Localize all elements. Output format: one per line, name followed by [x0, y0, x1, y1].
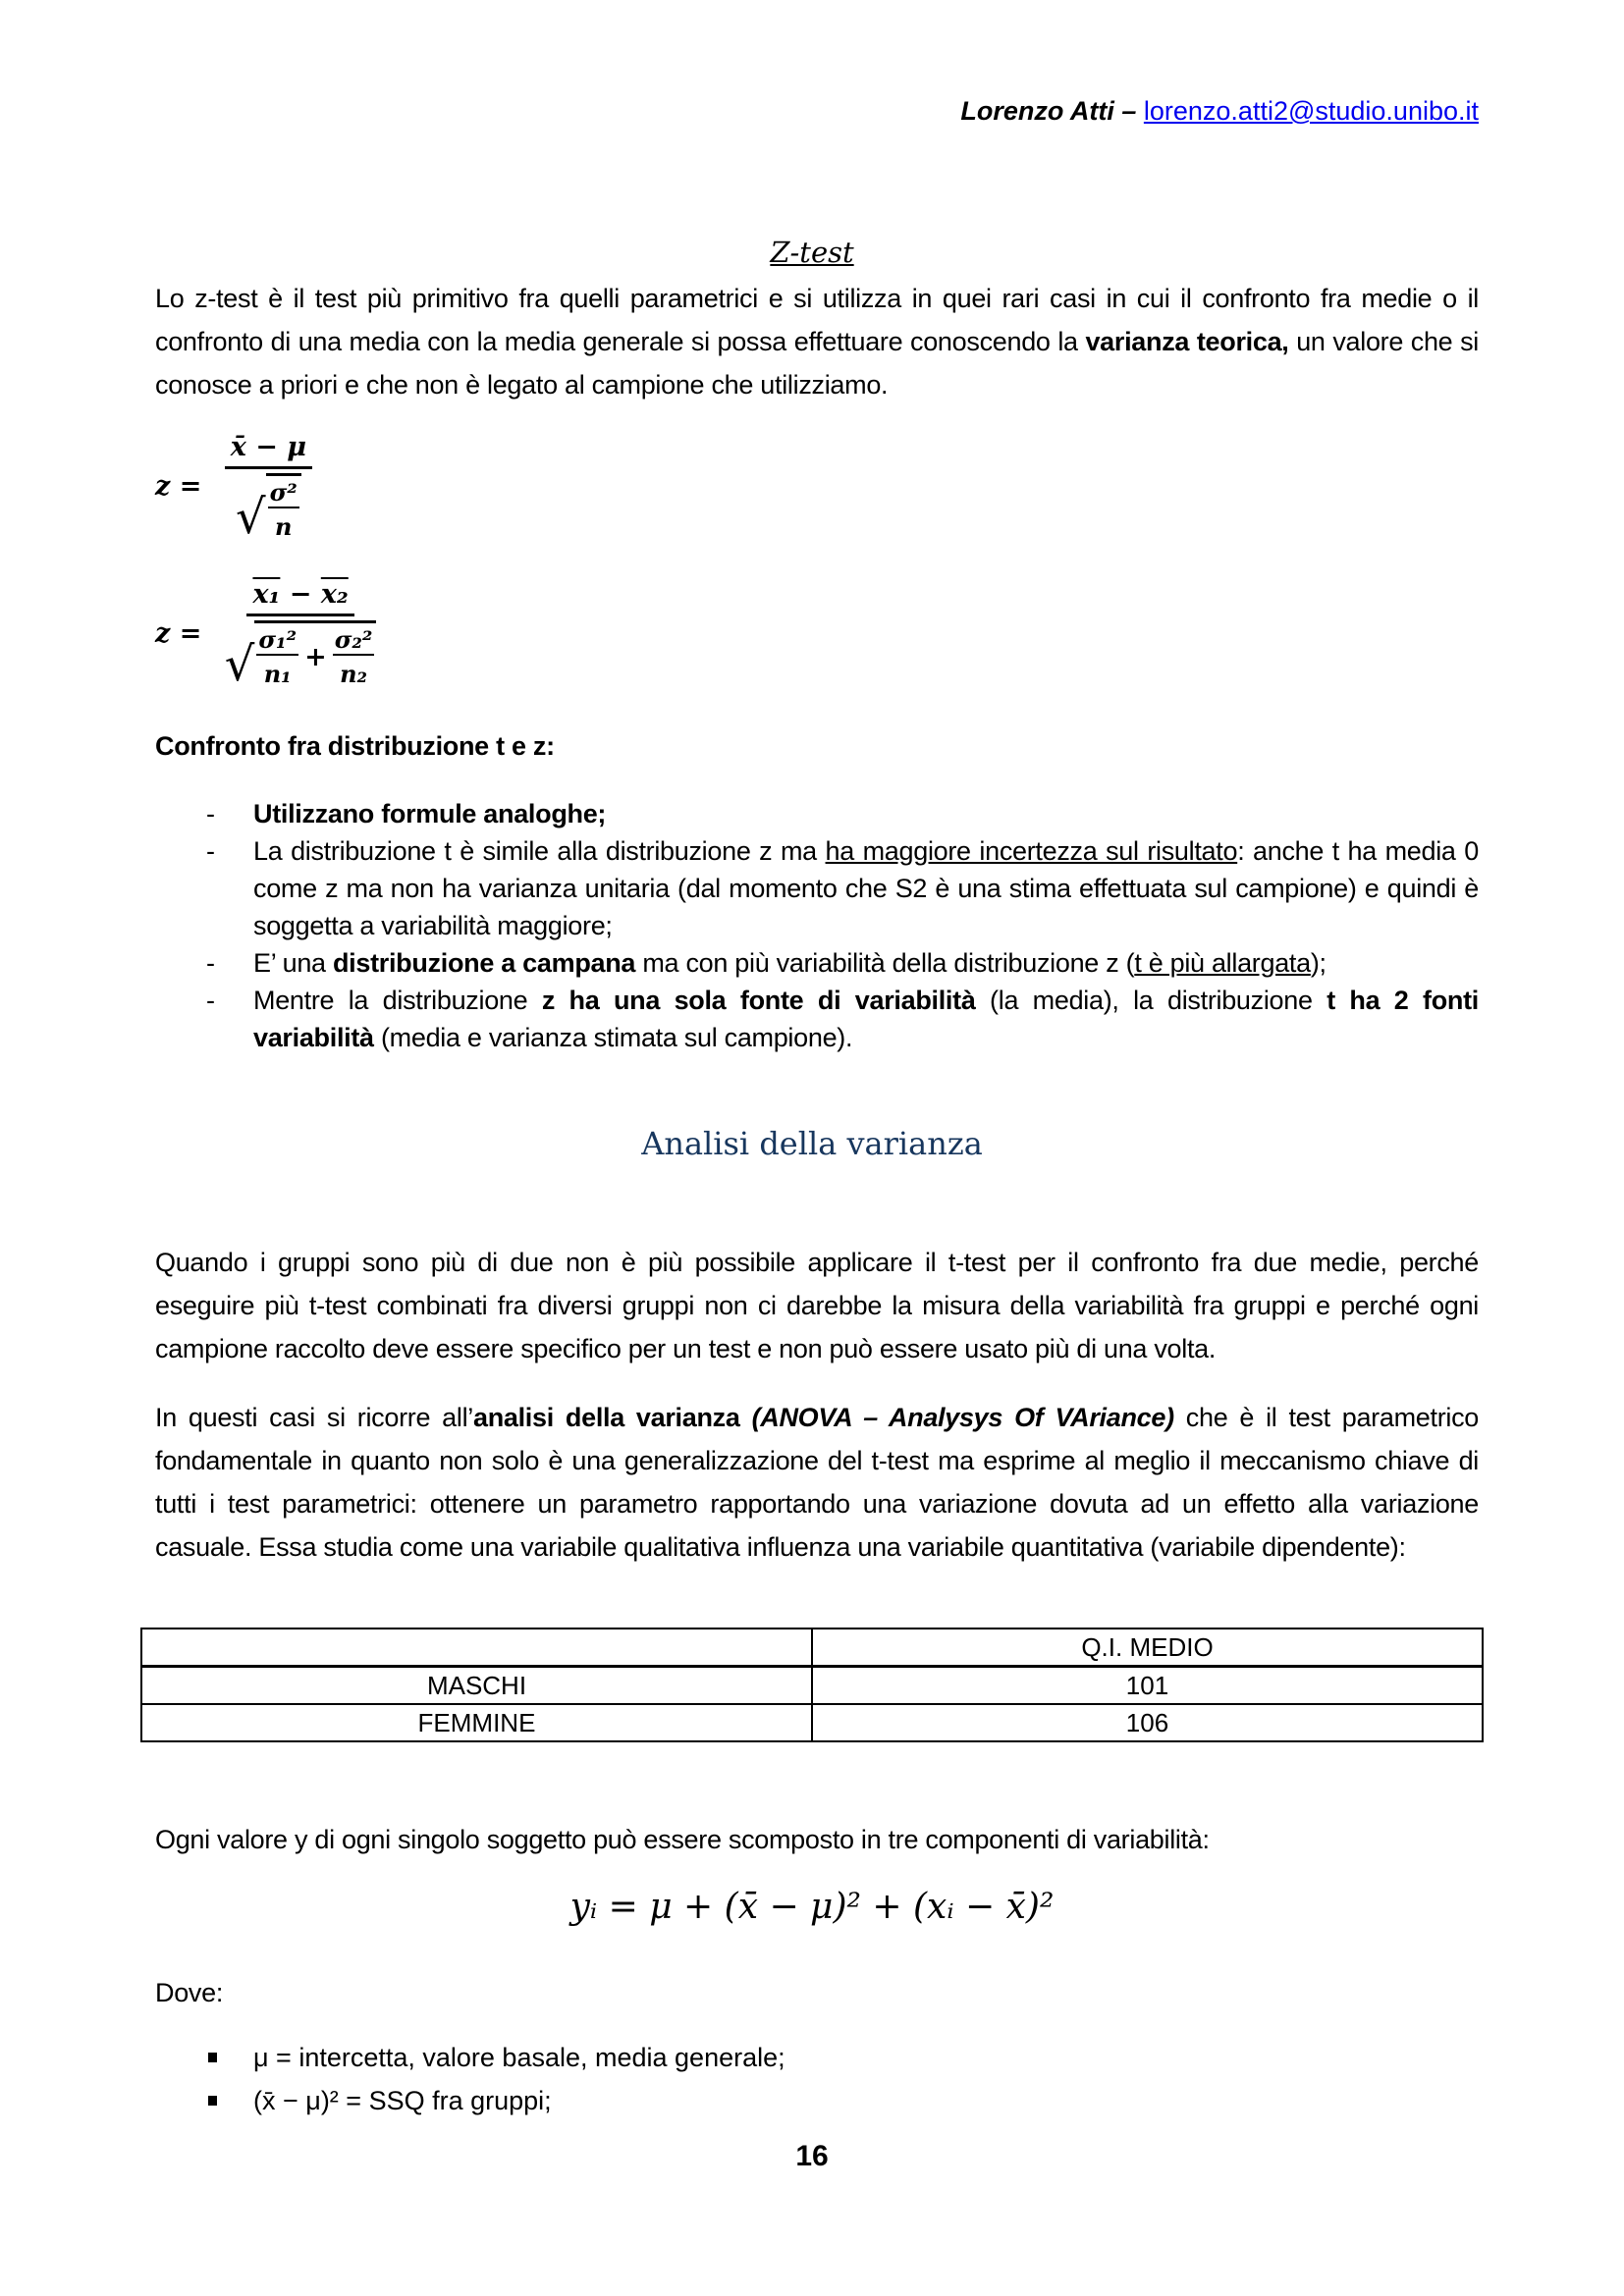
list-item — [155, 832, 1479, 944]
formula2-plus: + — [304, 641, 327, 672]
table-header-cell — [141, 1629, 812, 1667]
formula-z-two-means — [155, 579, 376, 692]
formula1-sigma-squared: σ² — [269, 478, 298, 507]
para2-anova-acronym: (ANOVA – Analysys Of VAriance) — [739, 1403, 1174, 1432]
para2-text: che è il test parametrico fondamentale in quanto non solo è una generalizzazione del t-test ma esprime al meglio il meccanismo chiave di tutti i test parametrici: ottenere un parametro rapportando una variazione dovuta ad un effetto alla variazione casuale. Essa studia come una variabile qualitativa influenza una variabile quantitativa (variabile dipendente): — [155, 1403, 1480, 1562]
item-bold-text: distribuzione a campana — [332, 948, 636, 978]
formula2-n2: n₂ — [340, 660, 368, 688]
item-text: (media e varianza stimata sul campione). — [373, 1023, 853, 1052]
list-item — [155, 944, 1479, 982]
table-row — [141, 1704, 1483, 1741]
where-label: Dove: — [155, 1978, 224, 2007]
table-cell-group: MASCHI — [141, 1667, 812, 1705]
item-bold-text: z ha una sola fonte di variabilità — [541, 986, 976, 1015]
formula2-sigma1-squared: σ₁² — [258, 625, 298, 654]
anova-paragraph-1: Quando i gruppi sono più di due non è più possibile applicare il t-test per il confronto fra due medie, perché eseguire più t-test combinati fra diversi gruppi non ci darebbe la misura della variabilità fra gruppi e perché ogni campione raccolto deve essere specifico per un test e non può essere usato più di una volta. — [155, 1248, 1479, 1363]
formula1-denominator — [236, 469, 301, 545]
intro-text-2: un valore che si conosce a priori e che non è legato al campione che utilizziamo. — [155, 327, 1479, 400]
formula-z-single-mean — [155, 432, 312, 545]
decomposition-intro — [155, 1818, 1479, 1861]
item-text: Mentre la distribuzione — [253, 986, 542, 1015]
table-header-cell: Q.I. MEDIO — [812, 1629, 1483, 1667]
dash-bullet: - — [206, 799, 215, 828]
anova-paragraph-2 — [155, 1396, 1479, 1569]
ztest-intro-paragraph — [155, 277, 1479, 406]
author-email-link[interactable]: lorenzo.atti2@studio.unibo.it — [1143, 96, 1479, 126]
formula2-numerator — [246, 579, 353, 616]
where-item-text: (x̄ − μ)² = SSQ fra gruppi; — [253, 2086, 552, 2115]
page-header — [960, 96, 1479, 127]
item-text: (la media), la distribuzione — [975, 986, 1327, 1015]
formula1-n: n — [274, 512, 293, 541]
dash-bullet: - — [206, 836, 215, 866]
item-underlined-text: ha maggiore incertezza sul risultato — [825, 836, 1238, 866]
para2-text: In questi casi si ricorre all’ — [155, 1403, 473, 1432]
formula2-x2: x₂ — [320, 579, 349, 610]
author-name: Lorenzo Atti — [960, 96, 1114, 126]
anova-paragraph-3: Ogni valore y di ogni singolo soggetto può essere scomposto in tre componenti di variabilità: — [155, 1825, 1210, 1854]
dash-bullet: - — [206, 948, 215, 978]
list-item — [155, 982, 1479, 1056]
sqrt-symbol: √ $\frac{\text{σ²}}{n}$ — [236, 473, 301, 541]
square-bullet-icon — [208, 2096, 217, 2106]
formula1-lhs: z = — [155, 471, 202, 502]
intro-text-1: Lo z-test è il test più primitivo fra quelli parametrici e si utilizza in quei rari casi in cui il confronto fra medie o il confronto di una media con la media generale si possa effettuare conoscendo la — [155, 284, 1479, 356]
qi-table — [140, 1628, 1484, 1742]
where-item-text: μ = intercetta, valore basale, media generale; — [253, 2043, 785, 2072]
formula1-numerator: x̄ − μ — [225, 432, 312, 469]
list-item — [155, 2079, 1479, 2122]
where-section — [155, 1971, 1479, 2014]
dash-bullet: - — [206, 986, 215, 1015]
comparison-list — [155, 795, 1479, 1056]
anova-definition — [155, 1396, 1479, 1569]
table-row — [141, 1667, 1483, 1705]
square-bullet-icon — [208, 2053, 217, 2062]
item-bold-text: t ha 2 fonti variabilità — [253, 986, 1479, 1052]
table-cell-value: 101 — [812, 1667, 1483, 1705]
comparison-list-container — [155, 795, 1479, 1056]
header-separator: – — [1113, 96, 1144, 126]
item-bold-text: Utilizzano formule analoghe; — [253, 799, 607, 828]
comparison-heading: Confronto fra distribuzione t e z: — [155, 731, 555, 761]
ztest-title-text: Z-test — [770, 236, 854, 269]
item-text: ); — [1310, 948, 1326, 978]
table-cell-value: 106 — [812, 1704, 1483, 1741]
item-text: E’ una — [253, 948, 333, 978]
item-text: La distribuzione t è simile alla distribuzione z ma — [253, 836, 826, 866]
section-title-anova: Analisi della varianza — [641, 1125, 983, 1162]
comparison-section — [155, 724, 1479, 768]
item-text: : anche t ha media 0 come z ma non ha varianza unitaria (dal momento che S2 è una stima effettuata sul campione) e quindi è soggetta a variabilità maggiore; — [253, 836, 1479, 940]
page-number: 16 — [795, 2140, 829, 2172]
intro-bold-term: varianza teorica, — [1085, 327, 1289, 356]
formula2-denominator — [224, 616, 377, 692]
table-cell-group: FEMMINE — [141, 1704, 812, 1741]
formula2-x1: x₁ — [252, 579, 281, 610]
para2-bold-term: analisi della varianza — [472, 1403, 740, 1432]
list-item — [155, 2036, 1479, 2079]
formula2-n1: n₁ — [263, 660, 292, 688]
formula2-fraction — [224, 579, 377, 692]
item-underlined-text: t è più allargata — [1134, 948, 1311, 978]
sqrt-symbol: √ $\frac{\text{σ₁²}}{\text{n₁}}$ + $\frac{\text{σ₂²}}{\text{n₂}}$ — [225, 620, 377, 688]
decomposition-equation: yᵢ = μ + (x̄ − μ)² + (xᵢ − x̄)² — [569, 1887, 1055, 1927]
table-header-row — [141, 1629, 1483, 1667]
formula2-lhs: z = — [155, 618, 202, 649]
ztest-intro — [155, 277, 1479, 406]
anova-intro — [155, 1241, 1479, 1370]
formula1-fraction — [225, 432, 312, 545]
formula2-minus: − — [289, 579, 312, 610]
item-text: ma con più variabilità della distribuzione z ( — [635, 948, 1135, 978]
where-list-container — [155, 2036, 1479, 2122]
where-list — [155, 2036, 1479, 2122]
list-item — [155, 795, 1479, 832]
formula2-sigma2-squared: σ₂² — [334, 625, 373, 654]
section-title-ztest — [0, 236, 1624, 269]
